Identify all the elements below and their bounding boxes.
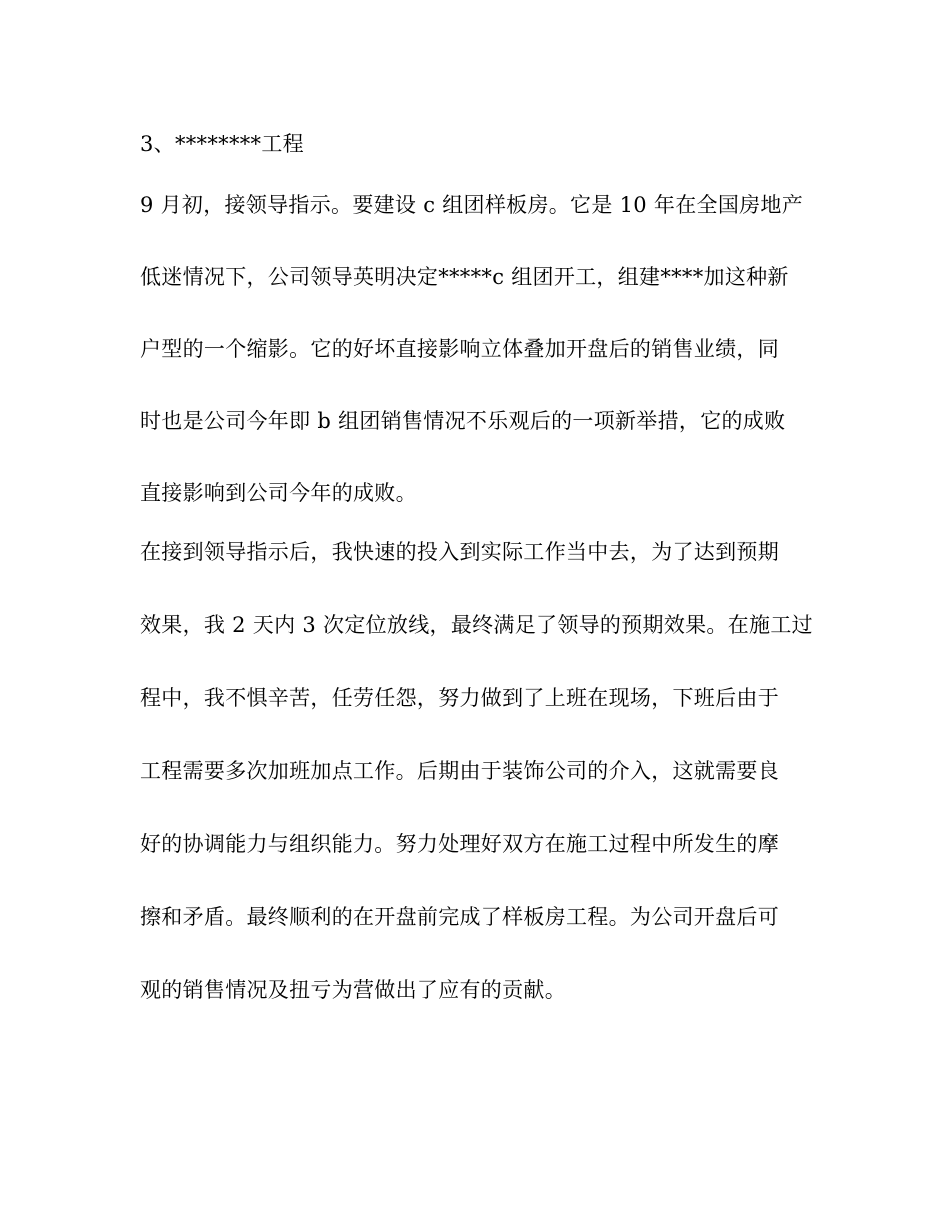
paragraph-1-line-2: 低迷情况下，公司领导英明决定*****c 组团开工，组建****加这种新 xyxy=(140,265,789,289)
section-heading: 3、********工程 xyxy=(140,132,304,156)
paragraph-2-line-3: 程中，我不惧辛苦，任劳任怨，努力做到了上班在现场，下班后由于 xyxy=(140,686,779,710)
paragraph-2-line-4: 工程需要多次加班加点工作。后期由于装饰公司的介入，这就需要良 xyxy=(140,759,779,783)
paragraph-1-line-5: 直接影响到公司今年的成败。 xyxy=(140,481,417,505)
paragraph-1-line-1: 9 月初，接领导指示。要建设 c 组团样板房。它是 10 年在全国房地产 xyxy=(140,193,804,217)
paragraph-1-line-4: 时也是公司今年即 b 组团销售情况不乐观后的一项新举措，它的成败 xyxy=(140,409,786,433)
paragraph-2-line-2: 效果，我 2 天内 3 次定位放线，最终满足了领导的预期效果。在施工过 xyxy=(140,613,813,637)
paragraph-2-line-6: 擦和矛盾。最终顺利的在开盘前完成了样板房工程。为公司开盘后可 xyxy=(140,905,779,929)
paragraph-2-line-5: 好的协调能力与组织能力。努力处理好双方在施工过程中所发生的摩 xyxy=(140,832,779,856)
paragraph-2-line-1: 在接到领导指示后，我快速的投入到实际工作当中去，为了达到预期 xyxy=(140,540,779,564)
paragraph-2-line-7: 观的销售情况及扭亏为营做出了应有的贡献。 xyxy=(140,978,566,1002)
paragraph-1-line-3: 户型的一个缩影。它的好坏直接影响立体叠加开盘后的销售业绩，同 xyxy=(140,337,779,361)
